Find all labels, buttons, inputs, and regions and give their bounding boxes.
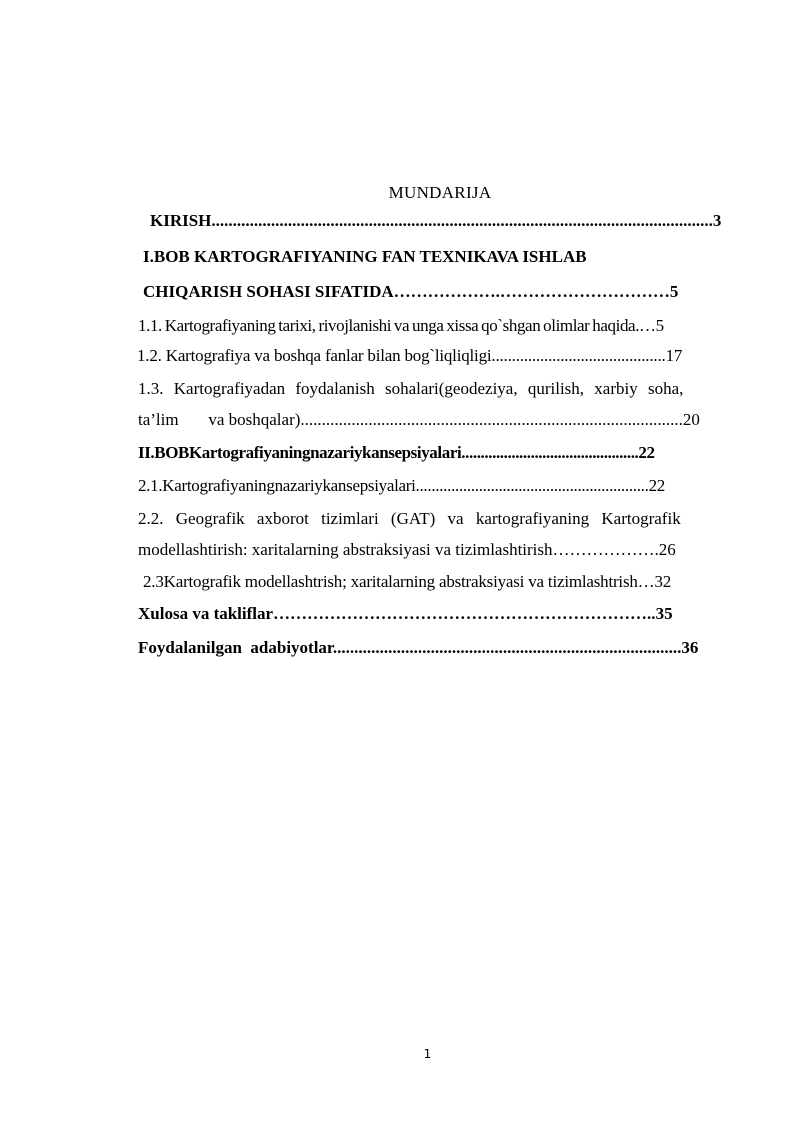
toc-entry-text: 2.2. Geografik axborot tizimlari (GAT) va kartografiyaning Kartografik bbox=[138, 509, 681, 528]
toc-entry-1-2[interactable] bbox=[137, 346, 682, 366]
toc-entry-1-3[interactable] bbox=[138, 379, 683, 399]
toc-entry-2-2[interactable] bbox=[138, 509, 681, 529]
toc-page-number: 22 bbox=[638, 443, 655, 462]
toc-entry-conclusion[interactable] bbox=[138, 604, 673, 624]
toc-page-number: 5 bbox=[669, 282, 679, 301]
toc-entry-text: ta’lim va boshqalar).......................................................................................... bbox=[138, 410, 683, 429]
toc-page-number: 36 bbox=[681, 638, 699, 657]
toc-page-number: 26 bbox=[658, 540, 676, 559]
toc-entry-text: 1.2. Kartografiya va boshqa fanlar bilan bog`liqliqligi........................................... bbox=[137, 346, 666, 365]
toc-entry-2-2-cont[interactable] bbox=[138, 540, 676, 560]
toc-entry-text: CHIQARISH SOHASI SIFATIDA……………….………………………… bbox=[143, 282, 670, 301]
toc-entry-chapter-2[interactable] bbox=[138, 443, 655, 463]
toc-page-number: 22 bbox=[648, 476, 665, 495]
toc-entry-2-3[interactable] bbox=[143, 572, 671, 592]
toc-page-number: 35 bbox=[655, 604, 673, 623]
toc-entry-text: KIRISH...................................................................................................................... bbox=[150, 211, 713, 230]
toc-entry-1-1[interactable] bbox=[138, 316, 664, 336]
toc-entry-2-1[interactable] bbox=[138, 476, 665, 496]
toc-page-number: 5 bbox=[655, 316, 664, 335]
toc-entry-chapter-1[interactable] bbox=[143, 247, 587, 267]
toc-entry-text: Xulosa va takliflar………………………………………………………….. bbox=[138, 604, 656, 623]
toc-entry-text: 2.3Kartografik modellashtrish; xaritalarning abstraksiyasi va tizimlashtrish… bbox=[143, 572, 655, 591]
toc-entry-text: modellashtirish: xaritalarning abstraksiyasi va tizimlashtirish………………. bbox=[138, 540, 659, 559]
toc-title: MUNDARIJA bbox=[388, 183, 492, 202]
toc-entry-text: Foydalanilgan adabiyotlar.................................................................................. bbox=[138, 638, 682, 657]
page-number: 1 bbox=[423, 1047, 432, 1061]
toc-entry-text: 1.1. Kartografiyaning tarixi, rivojlanishi va unga xissa qo`shgan olimlar haqida.… bbox=[138, 316, 656, 335]
toc-page-number: 20 bbox=[682, 410, 700, 429]
toc-page-number: 32 bbox=[654, 572, 672, 591]
toc-entry-references[interactable] bbox=[138, 638, 698, 658]
toc-entry-text: II.BOBKartografiyaningnazariykansepsiyalari.............................................. bbox=[138, 443, 639, 462]
toc-entry-kirish[interactable] bbox=[150, 211, 721, 231]
toc-entry-1-3-cont[interactable] bbox=[138, 410, 700, 430]
toc-page-number: 3 bbox=[712, 211, 722, 230]
toc-entry-text: 1.3. Kartografiyadan foydalanish sohalari(geodeziya, qurilish, xarbiy soha, bbox=[138, 379, 684, 398]
toc-entry-text: 2.1.Kartografiyaningnazariykansepsiyalari........................................................... bbox=[138, 476, 649, 495]
toc-page-number: 17 bbox=[665, 346, 683, 365]
toc-entry-chapter-1-cont[interactable] bbox=[143, 282, 678, 302]
toc-entry-text: I.BOB KARTOGRAFIYANING FAN TEXNIKAVA ISHLAB bbox=[143, 247, 587, 266]
